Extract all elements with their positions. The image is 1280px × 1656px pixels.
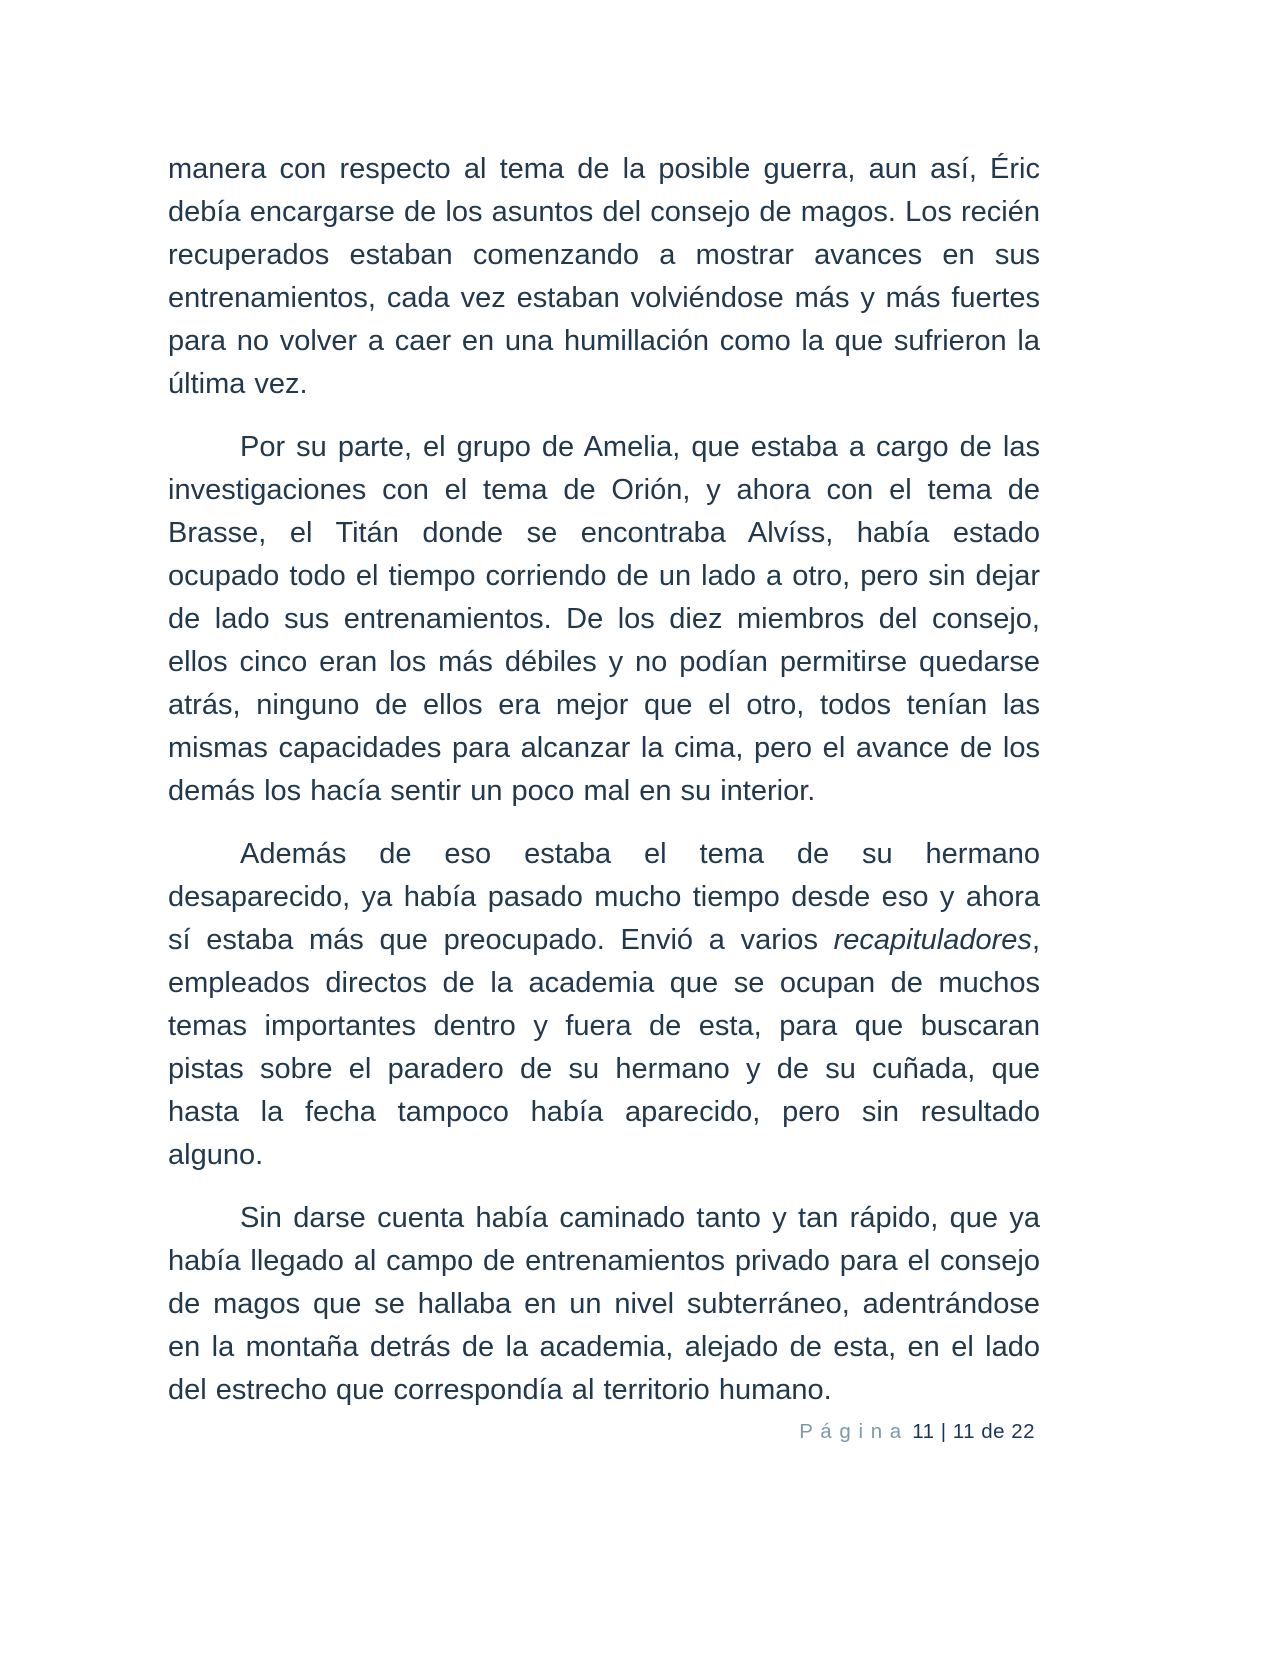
paragraph xyxy=(168,426,1040,813)
text-run: manera con respecto al tema de la posible guerra, aun así, Éric debía encargarse de los asuntos del consejo de magos. Los recién recuperados estaban comenzando a mostrar avances en sus entrenamientos, cada vez estaban volviéndose más y más fuertes para no volver a caer en una humillación como la que sufrieron la última vez. xyxy=(168,153,1040,400)
text-run: , empleados directos de la academia que se ocupan de muchos temas importantes dentro y fuera de esta, para que buscaran pistas sobre el paradero de su hermano y de su cuñada, que hasta la fecha tampoco había aparecido, pero sin resultado alguno. xyxy=(168,924,1040,1171)
page-footer xyxy=(799,1420,1035,1444)
text-run: Sin darse cuenta había caminado tanto y tan rápido, que ya había llegado al campo de entrenamientos privado para el consejo de magos que se hallaba en un nivel subterráneo, adentrándose en la montaña detrás de la academia, alejado de esta, en el lado del estrecho que correspondía al territorio humano. xyxy=(168,1202,1040,1406)
document-body xyxy=(168,148,1040,1432)
paragraph xyxy=(168,1197,1040,1412)
text-run: Además de eso estaba el tema de su hermano desaparecido, ya había pasado mucho tiempo desde eso y ahora sí estaba más que preocupado. Envió a varios xyxy=(168,838,1040,956)
paragraph xyxy=(168,833,1040,1177)
text-run: Por su parte, el grupo de Amelia, que estaba a cargo de las investigaciones con el tema de Orión, y ahora con el tema de Brasse, el Titán donde se encontraba Alvíss, había estado ocupado todo el tiempo corriendo de un lado a otro, pero sin dejar de lado sus entrenamientos. De los diez miembros del consejo, ellos cinco eran los más débiles y no podían permitirse quedarse atrás, ninguno de ellos era mejor que el otro, todos tenían las mismas capacidades para alcanzar la cima, pero el avance de los demás los hacía sentir un poco mal en su interior. xyxy=(168,431,1040,807)
text-run-italic: recapituladores xyxy=(833,924,1032,956)
page-footer-label: P á g i n a xyxy=(799,1420,903,1443)
page-footer-page-info: 11 | 11 de 22 xyxy=(912,1420,1035,1443)
paragraph xyxy=(168,148,1040,406)
